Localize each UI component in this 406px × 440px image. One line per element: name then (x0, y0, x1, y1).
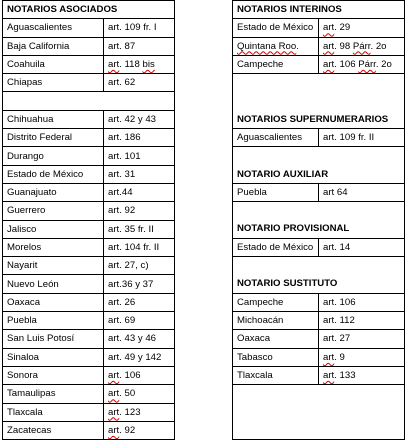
spell-flag: art (323, 22, 335, 34)
supernumerarios-state: Aguascalientes (233, 129, 319, 147)
sustituto-state: Oaxaca (233, 330, 319, 348)
asociados-article: art. 43 y 46 (104, 330, 175, 348)
asociados-state: Distrito Federal (3, 129, 104, 147)
provisional-state: Estado de México (233, 238, 319, 256)
asociados-article: art. 62 (104, 74, 175, 92)
asociados-article: art. 35 fr. II (104, 220, 175, 238)
provisional-article: art. 14 (319, 238, 405, 256)
asociados-state: Estado de México (3, 165, 104, 183)
spell-flag: bis (142, 59, 155, 71)
interinos-state: Estado de México (233, 19, 319, 37)
asociados-article: art. 92 (104, 202, 175, 220)
auxiliar-heading: NOTARIO AUXILIAR (233, 165, 405, 183)
supernumerarios-heading: NOTARIOS SUPERNUMERARIOS (233, 110, 405, 128)
asociados-state: Aguascalientes (3, 19, 104, 37)
supernumerarios-article: art. 109 fr. II (319, 129, 405, 147)
asociados-state: Nuevo León (3, 275, 104, 293)
sustituto-state: Tabasco (233, 348, 319, 366)
asociados-state: Chihuahua (3, 110, 104, 128)
asociados-article: art. 104 fr. II (104, 238, 175, 256)
spell-flag: Párr (352, 40, 371, 52)
asociados-state: Coahuila (3, 55, 104, 73)
interinos-state: Quintana Roo. (233, 37, 319, 55)
sustituto-article: art. 133 (319, 366, 405, 384)
asociados-state: Baja California (3, 37, 104, 55)
asociados-article: art. 87 (104, 37, 175, 55)
auxiliar-article: art 64 (319, 183, 405, 201)
notaries-table (2, 0, 405, 440)
spell-flag: art (323, 370, 335, 382)
asociados-article: art. 109 fr. I (104, 19, 175, 37)
interinos-article: art. 29 (319, 19, 405, 37)
asociados-state: Tamaulipas (3, 385, 104, 403)
asociados-article: art.36 y 37 (104, 275, 175, 293)
asociados-state: Guerrero (3, 202, 104, 220)
asociados-state: Jalisco (3, 220, 104, 238)
spell-flag: art (323, 59, 335, 71)
asociados-state: Durango (3, 147, 104, 165)
asociados-state: Oaxaca (3, 293, 104, 311)
asociados-state: Sinaloa (3, 348, 104, 366)
asociados-article: art. 101 (104, 147, 175, 165)
asociados-article: art. 92 (104, 421, 175, 439)
asociados-article: art.44 (104, 183, 175, 201)
asociados-state: Sonora (3, 366, 104, 384)
asociados-article: art. 26 (104, 293, 175, 311)
spell-flag: art (108, 388, 120, 400)
interinos-article: art. 106 Párr. 2o (319, 55, 405, 73)
asociados-state: Nayarit (3, 257, 104, 275)
auxiliar-state: Puebla (233, 183, 319, 201)
sustituto-state: Campeche (233, 293, 319, 311)
asociados-article: art. 106 (104, 366, 175, 384)
asociados-state: San Luis Potosí (3, 330, 104, 348)
sustituto-heading: NOTARIO SUSTITUTO (233, 275, 405, 293)
asociados-state: Chiapas (3, 74, 104, 92)
sustituto-article: art. 112 (319, 312, 405, 330)
spell-flag: art (108, 406, 120, 418)
asociados-state: Morelos (3, 238, 104, 256)
asociados-article: art. 42 y 43 (104, 110, 175, 128)
spell-flag: art (108, 370, 120, 382)
interinos-state: Campeche (233, 55, 319, 73)
asociados-article: art. 186 (104, 129, 175, 147)
spell-flag: art (323, 40, 335, 52)
asociados-heading: NOTARIOS ASOCIADOS (3, 1, 175, 19)
asociados-article: art. 118 bis (104, 55, 175, 73)
provisional-heading: NOTARIO PROVISIONAL (233, 220, 405, 238)
spell-flag: Quintana Roo (237, 40, 297, 52)
spell-flag: Párr (358, 59, 376, 71)
sustituto-state: Tlaxcala (233, 366, 319, 384)
asociados-article: art. 31 (104, 165, 175, 183)
sustituto-article: art. 9 (319, 348, 405, 366)
asociados-state: Zacatecas (3, 421, 104, 439)
asociados-article: art. 27, c) (104, 257, 175, 275)
spell-flag: art (108, 59, 120, 71)
asociados-article: art. 69 (104, 312, 175, 330)
interinos-heading: NOTARIOS INTERINOS (233, 1, 405, 19)
asociados-state: Puebla (3, 312, 104, 330)
sustituto-article: art. 106 (319, 293, 405, 311)
asociados-state: Guanajuato (3, 183, 104, 201)
asociados-article: art. 50 (104, 385, 175, 403)
asociados-article: art. 123 (104, 403, 175, 421)
sustituto-state: Michoacán (233, 312, 319, 330)
spell-flag: art (323, 351, 335, 363)
spell-flag: art (108, 424, 120, 436)
asociados-article: art. 49 y 142 (104, 348, 175, 366)
asociados-state: Tlaxcala (3, 403, 104, 421)
interinos-article: art. 98 Párr. 2o (319, 37, 405, 55)
sustituto-article: art. 27 (319, 330, 405, 348)
